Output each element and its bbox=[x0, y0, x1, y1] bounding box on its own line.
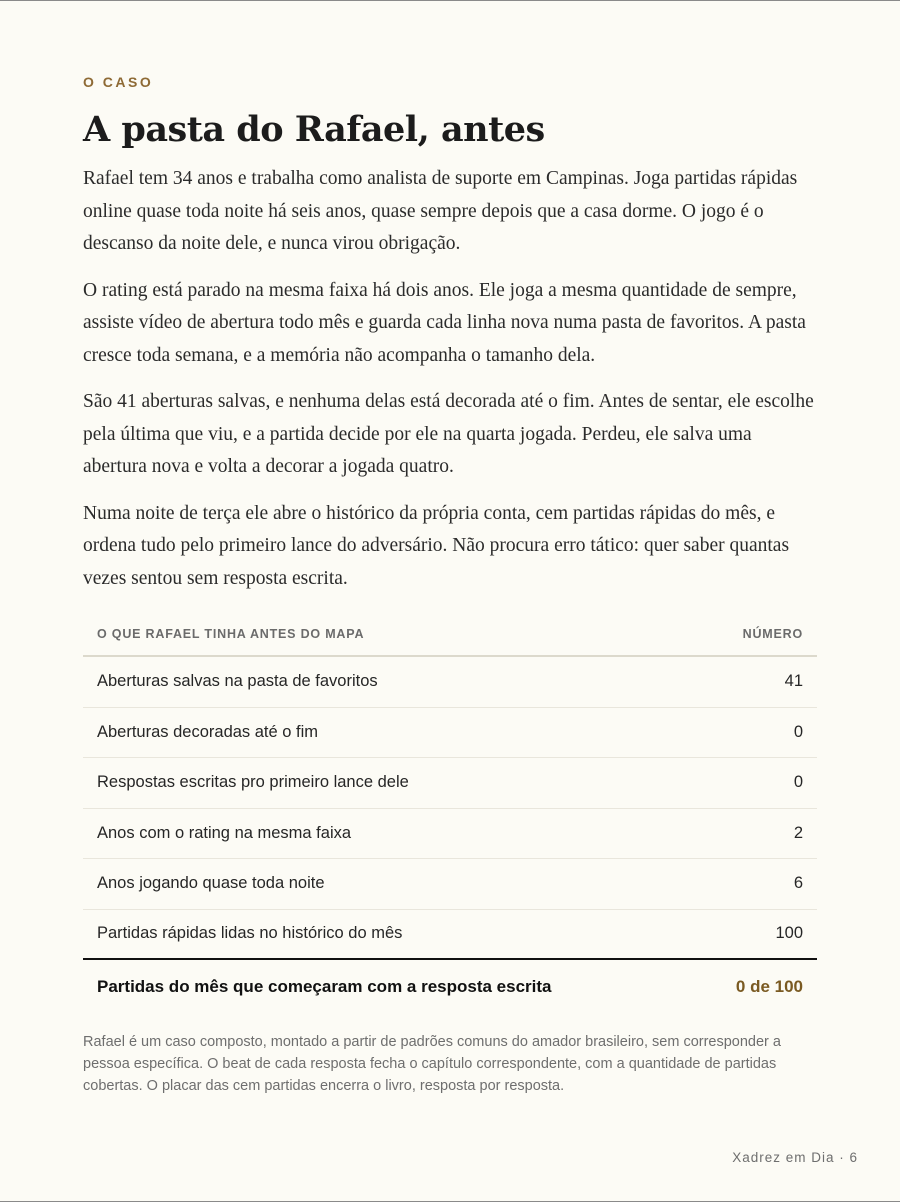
row-value: 100 bbox=[775, 924, 803, 943]
row-value: 41 bbox=[784, 672, 803, 691]
page-title: A pasta do Rafael, antes bbox=[83, 109, 545, 150]
row-value: 0 bbox=[793, 722, 803, 741]
total-value: 0 de 100 bbox=[735, 977, 803, 996]
table-row bbox=[83, 708, 817, 759]
table-header-value: NÚMERO bbox=[742, 627, 803, 641]
row-label: Anos jogando quase toda noite bbox=[97, 874, 325, 893]
paragraph: Rafael tem 34 anos e trabalha como analista de suporte em Campinas. Joga partidas rápidas online quase toda noite há seis anos, quase sempre depois que a casa dorme. O jogo é o descanso da noite dele, e nunca virou obrigação. bbox=[83, 168, 798, 254]
table-row bbox=[83, 657, 817, 708]
row-value: 2 bbox=[793, 823, 803, 842]
row-label: Aberturas decoradas até o fim bbox=[97, 722, 319, 741]
table-row bbox=[83, 859, 817, 910]
row-label: Aberturas salvas na pasta de favoritos bbox=[97, 672, 378, 691]
page-footer: Xadrez em Dia · 6 bbox=[732, 1150, 858, 1165]
table-row bbox=[83, 809, 817, 860]
body-text bbox=[83, 163, 817, 609]
table-header-label: O QUE RAFAEL TINHA ANTES DO MAPA bbox=[97, 627, 365, 641]
row-value: 0 bbox=[793, 773, 803, 792]
row-label: Partidas rápidas lidas no histórico do mês bbox=[97, 924, 403, 943]
row-label: Anos com o rating na mesma faixa bbox=[97, 823, 352, 842]
paragraph: São 41 aberturas salvas, e nenhuma delas está decorada até o fim. Antes de sentar, ele escolhe pela última que viu, e a partida decide por ele na quarta jogada. Perdeu, ele salva uma abertura nova e volta a decorar a jogada quatro. bbox=[83, 391, 814, 477]
paragraph: Numa noite de terça ele abre o histórico da própria conta, cem partidas rápidas do mês, e ordena tudo pelo primeiro lance do adversário. Não procura erro tático: quer saber quantas vezes sentou sem resposta escrita. bbox=[83, 502, 790, 589]
footnote: Rafael é um caso composto, montado a partir de padrões comuns do amador brasileiro, sem corresponder a pessoa específica. O beat de cada resposta fecha o capítulo correspondente, com a quantidade de partidas cobertas. O placar das cem partidas encerra o livro, resposta por resposta. bbox=[83, 1034, 781, 1094]
section-eyebrow: O CASO bbox=[83, 74, 154, 90]
paragraph: O rating está parado na mesma faixa há dois anos. Ele joga a mesma quantidade de sempre, assiste vídeo de abertura todo mês e guarda cada linha nova numa pasta de favoritos. A pasta cresce toda semana, e a memória não acompanha o tamanho dela. bbox=[83, 279, 806, 366]
row-value: 6 bbox=[793, 874, 803, 893]
stats-table bbox=[83, 613, 817, 1014]
total-label: Partidas do mês que começaram com a resposta escrita bbox=[97, 977, 552, 996]
table-row bbox=[83, 758, 817, 809]
table-total-row bbox=[83, 960, 817, 1014]
table-row bbox=[83, 910, 817, 961]
table-header bbox=[83, 613, 817, 657]
row-label: Respostas escritas pro primeiro lance dele bbox=[97, 773, 409, 792]
